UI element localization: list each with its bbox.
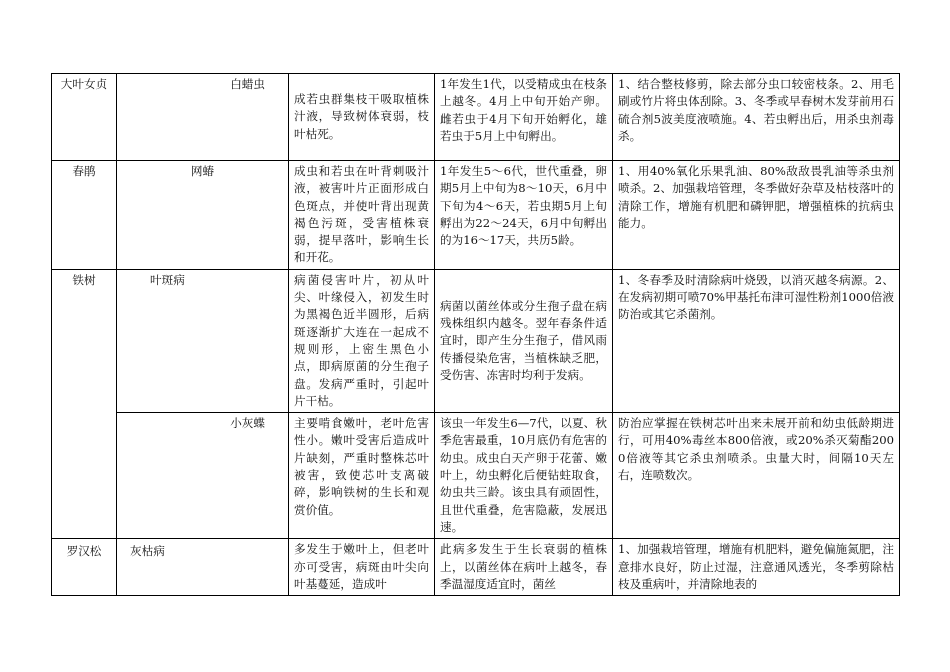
table-row bbox=[52, 74, 900, 161]
pest-name-cell: 白蜡虫 bbox=[117, 74, 289, 161]
plant-cell: 罗汉松 bbox=[52, 539, 117, 596]
occurrence-cell: 病菌以菌丝体或分生孢子盘在病残株组织内越冬。翌年春条件适宜时，即产生分生孢子，借风雨传播侵染危害，当植株缺乏肥，受伤害、冻害时均利于发病。 bbox=[435, 269, 613, 412]
control-cell: 1、冬春季及时清除病叶烧毁，以消灭越冬病源。2、在发病初期可喷70%甲基托布津可湿性粉剂1000倍液防治或其它杀菌剂。 bbox=[613, 269, 900, 412]
table-row bbox=[52, 269, 900, 412]
control-cell: 1、结合整枝修剪，除去部分虫口较密枝条。2、用毛刷或竹片将虫体刮除。3、冬季或早春树木发芽前用石硫合剂5波美度液喷施。4、若虫孵出后，用杀虫剂毒杀。 bbox=[613, 74, 900, 161]
symptom-cell: 成虫和若虫在叶背刺吸汁液，被害叶片正面形成白色斑点，并使叶背出现黄褐色污斑，受害植株衰弱，提早落叶，影响生长和开花。 bbox=[289, 161, 435, 270]
occurrence-cell: 该虫一年发生6—7代，以夏、秋季危害最重，10月底仍有危害的幼虫。成虫白天产卵于花蕾、嫩叶上，幼虫孵化后便钻蛀取食，幼虫共三龄。该虫具有顽固性，且世代重叠，危害隐蔽，发展迅速。 bbox=[435, 413, 613, 539]
plant-cell: 铁树 bbox=[52, 269, 117, 538]
table-row bbox=[52, 539, 900, 596]
occurrence-cell: 此病多发生于生长衰弱的植株上，以菌丝体在病叶上越冬，春季温湿度适宜时，菌丝 bbox=[435, 539, 613, 596]
symptom-cell: 成若虫群集枝干吸取植株汁液，导致树体衰弱，枝叶枯死。 bbox=[289, 74, 435, 161]
plant-cell: 春鹃 bbox=[52, 161, 117, 270]
pest-name-cell: 叶斑病 bbox=[117, 269, 289, 412]
pest-control-table bbox=[51, 73, 900, 596]
table-row bbox=[52, 161, 900, 270]
table-row bbox=[52, 413, 900, 539]
symptom-cell: 多发生于嫩叶上，但老叶亦可受害，病斑由叶尖向叶基蔓延，造成叶 bbox=[289, 539, 435, 596]
symptom-cell: 病菌侵害叶片，初从叶尖、叶缘侵入，初发生时为黑褐色近半圆形，后病斑逐渐扩大连在一起成不规则形，上密生黑色小点，即病原菌的分生孢子盘。发病严重时，引起叶片干枯。 bbox=[289, 269, 435, 412]
control-cell: 1、加强栽培管理，增施有机肥料，避免偏施氮肥，注意排水良好，防止过湿，注意通风透光，冬季剪除枯枝及重病叶，并清除地表的 bbox=[613, 539, 900, 596]
symptom-cell: 主要啃食嫩叶，老叶危害性小。嫩叶受害后造成叶片缺刻，严重时整株芯叶被害，致使芯叶支离破碎，影响铁树的生长和观赏价值。 bbox=[289, 413, 435, 539]
occurrence-cell: 1年发生1代，以受精成虫在枝条上越冬。4月上中旬开始产卵。雌若虫于4月下旬开始孵化，雄若虫于5月上中旬孵出。 bbox=[435, 74, 613, 161]
pest-name-cell: 灰枯病 bbox=[117, 539, 289, 596]
pest-name-cell: 网蝽 bbox=[117, 161, 289, 270]
plant-cell: 大叶女贞 bbox=[52, 74, 117, 161]
control-cell: 1、用40%氧化乐果乳油、80%敌敌畏乳油等杀虫剂喷杀。2、加强栽培管理，冬季做好杂草及枯枝落叶的清除工作，增施有机肥和磷钾肥，增强植株的抗病虫能力。 bbox=[613, 161, 900, 270]
control-cell: 防治应掌握在铁树芯叶出来未展开前和幼虫低龄期进行，可用40%毒丝本800倍液，或20%杀灭菊酯2000倍液等其它杀虫剂喷杀。虫量大时，间隔10天左右，连喷数次。 bbox=[613, 413, 900, 539]
occurrence-cell: 1年发生5～6代，世代重叠，卵期5月上中旬为8～10天，6月中下旬为4～6天，若虫期5月上旬孵出为22～24天，6月中旬孵出的为16～17天，共历5龄。 bbox=[435, 161, 613, 270]
pest-name-cell: 小灰蝶 bbox=[117, 413, 289, 539]
